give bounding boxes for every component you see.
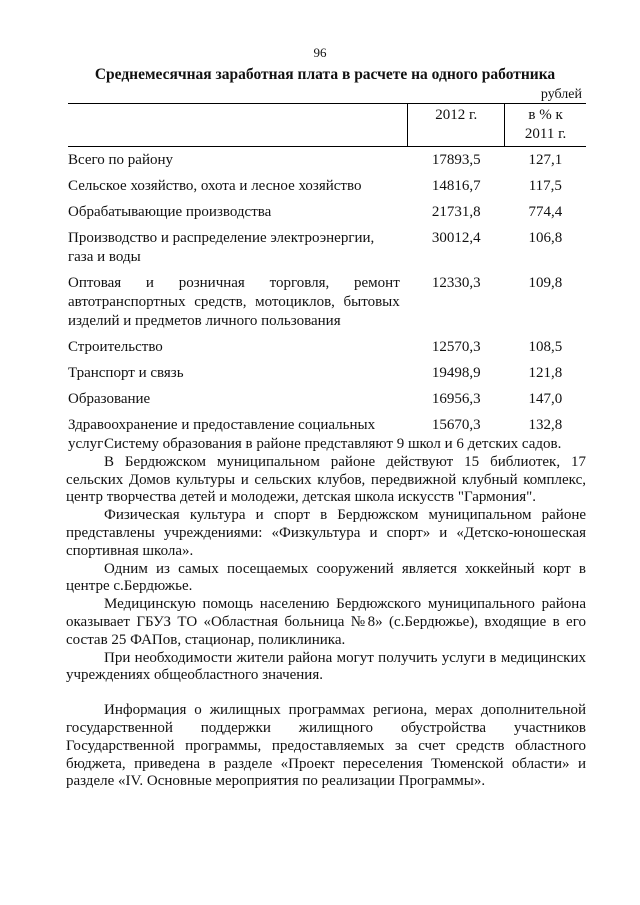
row-label: Оптовая и розничная торговля, ремонт автотранспортных средств, мотоциклов, бытовых изделий и предметов личного пользования xyxy=(68,275,400,329)
page-number: 96 xyxy=(313,45,327,60)
row-value-pct: 109,8 xyxy=(528,275,563,291)
row-label: Образование xyxy=(68,391,151,407)
unit-label: рублей xyxy=(540,87,582,102)
row-value-pct: 106,8 xyxy=(528,230,563,246)
table-row xyxy=(68,270,586,334)
row-value-2012: 21731,8 xyxy=(431,204,481,220)
header-pct: в % к 2011 г. xyxy=(505,104,586,147)
table-row xyxy=(68,360,586,386)
table-row xyxy=(68,334,586,360)
table-row xyxy=(68,147,586,174)
row-value-2012: 12570,3 xyxy=(431,339,481,355)
table-row xyxy=(68,225,586,270)
row-label: Обрабатывающие производства xyxy=(68,204,272,220)
row-value-pct: 132,8 xyxy=(528,417,563,433)
row-value-2012: 12330,3 xyxy=(431,275,481,291)
paragraph: Физическая культура и спорт в Бердюжском муниципальном районе представлены учреждениями: «Физкультура и спорт» и «Детско-юношеская спортивная школа». xyxy=(66,507,586,559)
header-empty-cell xyxy=(68,104,408,147)
salary-table xyxy=(68,103,586,457)
row-value-2012: 16956,3 xyxy=(431,391,481,407)
row-label: Сельское хозяйство, охота и лесное хозяйство xyxy=(68,178,362,194)
row-value-pct: 108,5 xyxy=(528,339,563,355)
row-label: Всего по району xyxy=(68,152,174,168)
table-row xyxy=(68,173,586,199)
table-title: Среднемесячная заработная плата в расчете на одного работника xyxy=(94,66,556,83)
row-label: Здравоохранение и предоставление социальных услуг xyxy=(68,417,376,452)
paragraph: В Бердюжском муниципальном районе действуют 15 библиотек, 17 сельских Домов культуры и сельских клубов, передвижной клубный комплекс, центр творчества детей и молодежи, детская школа искусств "Гармония". xyxy=(66,453,586,506)
header-2012: 2012 г. xyxy=(408,104,505,147)
row-value-pct: 127,1 xyxy=(528,152,563,168)
table-row xyxy=(68,386,586,412)
body-text xyxy=(66,436,586,791)
row-value-pct: 121,8 xyxy=(528,365,563,381)
table-header-row xyxy=(68,104,586,147)
row-value-pct: 147,0 xyxy=(528,391,563,407)
row-value-pct: 774,4 xyxy=(528,204,563,220)
table-row xyxy=(68,199,586,225)
paragraph: Одним из самых посещаемых сооружений является хоккейный корт в центре с.Бердюжье. xyxy=(66,560,586,595)
row-label: Производство и распределение электроэнергии, газа и воды xyxy=(68,230,375,265)
paragraph: Информация о жилищных программах региона, мерах дополнительной государственной поддержки жилищного обустройства участников Государственной программы, предоставляемых за счет средств областного бюджета, приведена в разделе «Проект переселения Тюменской области» и разделе «IV. Основные мероприятия по реализации Программы». xyxy=(66,702,586,790)
row-value-2012: 30012,4 xyxy=(431,230,481,246)
paragraph: При необходимости жители района могут получить услуги в медицинских учреждениях общеобластного значения. xyxy=(66,649,586,684)
paragraph: Систему образования в районе представляют 9 школ и 6 детских садов. xyxy=(104,436,562,452)
paragraph: Медицинскую помощь населению Бердюжского муниципального района оказывает ГБУЗ ТО «Областная больница №8» (с.Бердюжье), входящие в его состав 25 ФАПов, стационар, поликлиника. xyxy=(66,596,586,648)
row-value-2012: 14816,7 xyxy=(431,178,481,194)
row-value-2012: 15670,3 xyxy=(431,417,481,433)
row-value-pct: 117,5 xyxy=(528,178,562,194)
row-value-2012: 17893,5 xyxy=(431,152,481,168)
row-value-2012: 19498,9 xyxy=(431,365,481,381)
row-label: Транспорт и связь xyxy=(68,365,184,381)
row-label: Строительство xyxy=(68,339,163,355)
